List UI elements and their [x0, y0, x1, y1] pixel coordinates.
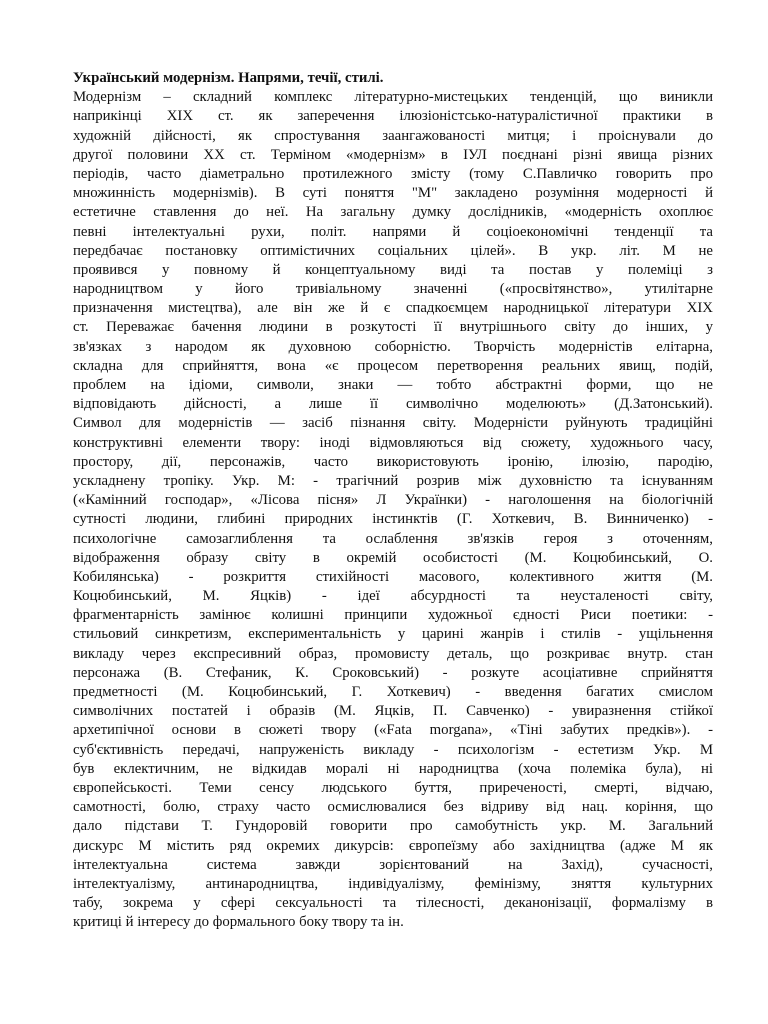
text-line: призначення мистецтва), але він же й є спадкоємцем народницької літератури ХІХ [73, 300, 713, 317]
text-line: певні інтелектуальні рухи, політ. напрями й соціоекономічні тенденції та [73, 223, 713, 240]
text-line: періодів, часто діаметрально протилежного змісту (тому С.Павличко говорить про [73, 165, 713, 182]
document-title: Український модернізм. Напрями, течії, стилі. [73, 70, 384, 86]
text-line: дало підстави Т. Гундоровій говорити про самобутність укр. М. Загальний [73, 818, 713, 835]
text-line: дискурс М містить ряд окремих дикурсів: європеїзму або західництва (адже М як [73, 837, 713, 854]
text-line: психологічне самозаглиблення та ослаблення зв'язків героя з оточенням, [73, 530, 713, 547]
text-line: передбачає постановку оптимістичних соціальних цілей». В укр. літ. М не [73, 242, 713, 259]
text-line: предметності (М. Коцюбинський, Г. Хоткевич) - введення багатих смислом [73, 684, 713, 700]
text-line: Коцюбинський, М. Яцків) - ідеї абсурдності та неусталеності світу, [73, 588, 713, 605]
text-line: Модернізм – складний комплекс літературно-мистецьких тенденцій, що виникли [73, 89, 713, 106]
text-line: табу, зокрема у сфері сексуальності та тілесності, деканонізації, формалізму в [73, 895, 713, 912]
text-line: Кобилянська) - розкриття стихійності масового, колективного життя (М. [73, 568, 713, 585]
text-line: стильовий синкретизм, експериментальність у царині жанрів і стилів - ущільнення [73, 626, 713, 643]
document-page [73, 69, 713, 932]
text-line: суб'єктивність передачі, напруженість викладу - психологізм - естетизм Укр. М [73, 741, 713, 758]
text-line: множинність модернізмів). В суті поняття "М" закладено розуміння модерності й [73, 185, 713, 202]
text-line: ускладнену тропіку. Укр. М: - трагічний розрив між духовністю та існуванням [73, 472, 713, 489]
text-line: персонажа (В. Стефаник, К. Сроковський) - розкуте асоціативне сприйняття [73, 664, 713, 681]
text-line: європейськості. Теми сенсу людського буття, приреченості, смерті, відчаю, [73, 779, 713, 796]
text-line: фрагментарність замінює колишні принципи художньої єдності Риси поетики: - [73, 607, 713, 624]
text-line: наприкінці ХІХ ст. як заперечення ілюзіоністсько-натуралістичної практики в [73, 108, 713, 125]
text-line: другої половини ХХ ст. Терміном «модернізм» в ІУЛ поєднані різні явища різних [73, 146, 713, 163]
text-line: («Камінний господар», «Лісова пісня» Л Українки) - наголошення на біологічній [73, 492, 713, 509]
text-line: відображення образу світу в окремій особистості (М. Коцюбинський, О. [73, 549, 713, 566]
text-line: художній дійсності, як спростування заангажованості митця; і проіснували до [73, 127, 713, 144]
text-line: критиці й інтересу до формального боку твору та ін. [73, 914, 404, 931]
text-line: символічних постатей і образів (М. Яцків, П. Савченко) - увиразнення стійкої [73, 703, 713, 720]
document-body [73, 88, 713, 932]
text-line: самотності, болю, страху часто осмислювалися без відриву від нац. коріння, що [73, 799, 713, 816]
text-line: народництвом у його тривіальному значенні («просвітянство», утилітарне [73, 281, 713, 298]
text-line: естетичне ставлення до неї. На загальну думку дослідників, «модерність охоплює [73, 204, 713, 221]
text-line: складна для сприйняття, вона «є процесом перетворення реальних явищ, подій, [73, 357, 713, 374]
text-line: ст. Переважає бачення людини в розкутості її внутрішнього світу до інших, у [73, 319, 713, 336]
text-line: сутності людини, глибині природних інстинктів (Г. Хоткевич, В. Винниченко) - [73, 511, 713, 528]
text-line: інтелектуалізму, антинародництва, індивідуалізму, фемінізму, зняття культурних [73, 875, 713, 892]
text-line: конструктивні елементи твору: іноді відмовляються від сюжету, художнього часу, [73, 434, 713, 451]
text-line: Символ для модерністів — засіб пізнання світу. Модерністи руйнують традиційні [73, 415, 713, 432]
text-line: викладу через експресивний образ, промовисту деталь, що розкриває внутр. стан [73, 645, 713, 662]
text-line: відповідають дійсності, а лише її символічно моделюють» (Д.Затонський). [73, 396, 713, 413]
text-line: архетипічної основи в сюжеті твору («Fata morgana», «Тіні забутих предків»). - [73, 722, 713, 739]
text-line: зв'язках з народом як духовною соборністю. Творчість модерністів елітарна, [73, 338, 713, 355]
text-line: інтелектуальна система завжди зорієнтований на Захід), сучасності, [73, 856, 713, 873]
text-line: був еклектичним, не відкидав моралі ні народництва (хоча полеміка була), ні [73, 760, 713, 777]
text-line: простору, дії, персонажів, часто використовують іронію, ілюзію, пародію, [73, 453, 713, 470]
text-line: проблем на ідіоми, символи, знаки — тобто абстрактні форми, що не [73, 377, 713, 393]
text-line: проявився у повному й концептуальному виді та постав у полеміці з [73, 261, 713, 278]
